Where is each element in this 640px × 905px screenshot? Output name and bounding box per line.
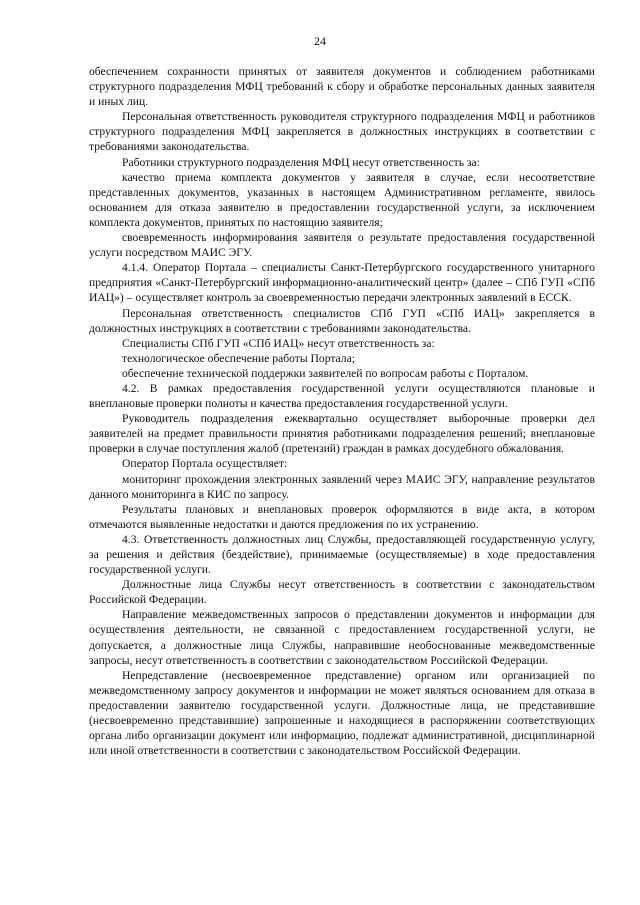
body-paragraph: Специалисты СПб ГУП «СПб ИАЦ» несут ответственность за: bbox=[122, 336, 435, 350]
body-paragraph: своевременность информирования заявителя о результате предоставления государственной услуги посредством МАИС ЭГУ. bbox=[89, 231, 595, 260]
body-paragraph: Персональная ответственность специалистов СПб ГУП «СПб ИАЦ» закрепляется в должностных инструкциях в соответствии с требованиями законодательства. bbox=[89, 306, 595, 335]
body-paragraph: технологическое обеспечение работы Портала; bbox=[122, 351, 355, 365]
body-paragraph: Результаты плановых и внеплановых проверок оформляются в виде акта, в котором отмечаются выявленные недостатки и даются предложения по их устранению. bbox=[89, 502, 595, 531]
body-paragraph: 4.3. Ответственность должностных лиц Службы, предоставляющей государственную услугу, за решения и действия (бездействие), принимаемые (осуществляемые) в ходе предоставления государственной услуги. bbox=[89, 532, 595, 577]
body-paragraph: качество приема комплекта документов у заявителя в случае, если несоответствие представленных документов, указанных в настоящем Административном регламенте, явилось основанием для отказа заявителю в предоставлении государственной услуги, за исключением комплекта документов, принятых по настоящию заявителя; bbox=[89, 170, 595, 229]
body-paragraph: Руководитель подразделения ежеквартально осуществляет выборочные проверки дел заявителей на предмет правильности принятия работниками подразделения решений; внеплановые проверки в случае поступления жалоб (претензий) граждан в рамках досудебного обжалования. bbox=[89, 412, 595, 456]
body-paragraph: Должностные лица Службы несут ответственность в соответствии с законодательством Российской Федерации. bbox=[89, 578, 595, 607]
body-paragraph: обеспечением сохранности принятых от заявителя документов и соблюдением работниками структурного подразделения МФЦ требований к сбору и обработке персональных данных заявителя и иных лиц. bbox=[89, 65, 595, 109]
body-paragraph: обеспечение технической поддержки заявителей по вопросам работы с Порталом. bbox=[122, 366, 529, 380]
body-paragraph: мониторинг прохождения электронных заявлений через МАИС ЭГУ, направление результатов данного мониторинга в КИС по запросу. bbox=[89, 472, 595, 501]
body-paragraph: Работники структурного подразделения МФЦ несут ответственность за: bbox=[122, 155, 480, 169]
body-paragraph: Непредставление (несвоевременное представление) органом или организацией по межведомственному запросу документов и информации не может являться основанием для отказа в предоставлении заявителю государственной услуги. Должностные лица, не представившие (несвоевременно представившие) запрошенные и находящиеся в распоряжении соответствующих органа либо организации документ или информацию, подлежат административной, дисциплинарной или иной ответственности в соответствии с законодательством Российской Федерации. bbox=[89, 668, 595, 758]
page-number: 24 bbox=[314, 34, 326, 48]
body-paragraph: Оператор Портала осуществляет: bbox=[122, 457, 288, 471]
body-paragraph: Персональная ответственность руководителя структурного подразделения МФЦ и работников структурного подразделения МФЦ закрепляется в должностных инструкциях в соответствии с требованиями законодательства. bbox=[89, 110, 595, 154]
document-body bbox=[89, 64, 595, 758]
body-paragraph: Направление межведомственных запросов о представлении документов и информации для осуществления деятельности, не связанной с предоставлением государственной услуги, не допускается, а должностные лица Службы, направившие необоснованные межведомственные запросы, несут ответственность в соответствии с законодательством Российской Федерации. bbox=[89, 608, 595, 667]
body-paragraph: 4.2. В рамках предоставления государственной услуги осуществляются плановые и внеплановые проверки полноты и качества предоставления государственной услуги. bbox=[89, 381, 595, 411]
body-paragraph: 4.1.4. Оператор Портала – специалисты Санкт-Петербургского государственного унитарного предприятия «Санкт-Петербургский информационно-аналитический центр» (далее – СПб ГУП «СПб ИАЦ») – осуществляет контроль за своевременностью передачи электронных заявлений в ЕССК. bbox=[89, 261, 595, 305]
